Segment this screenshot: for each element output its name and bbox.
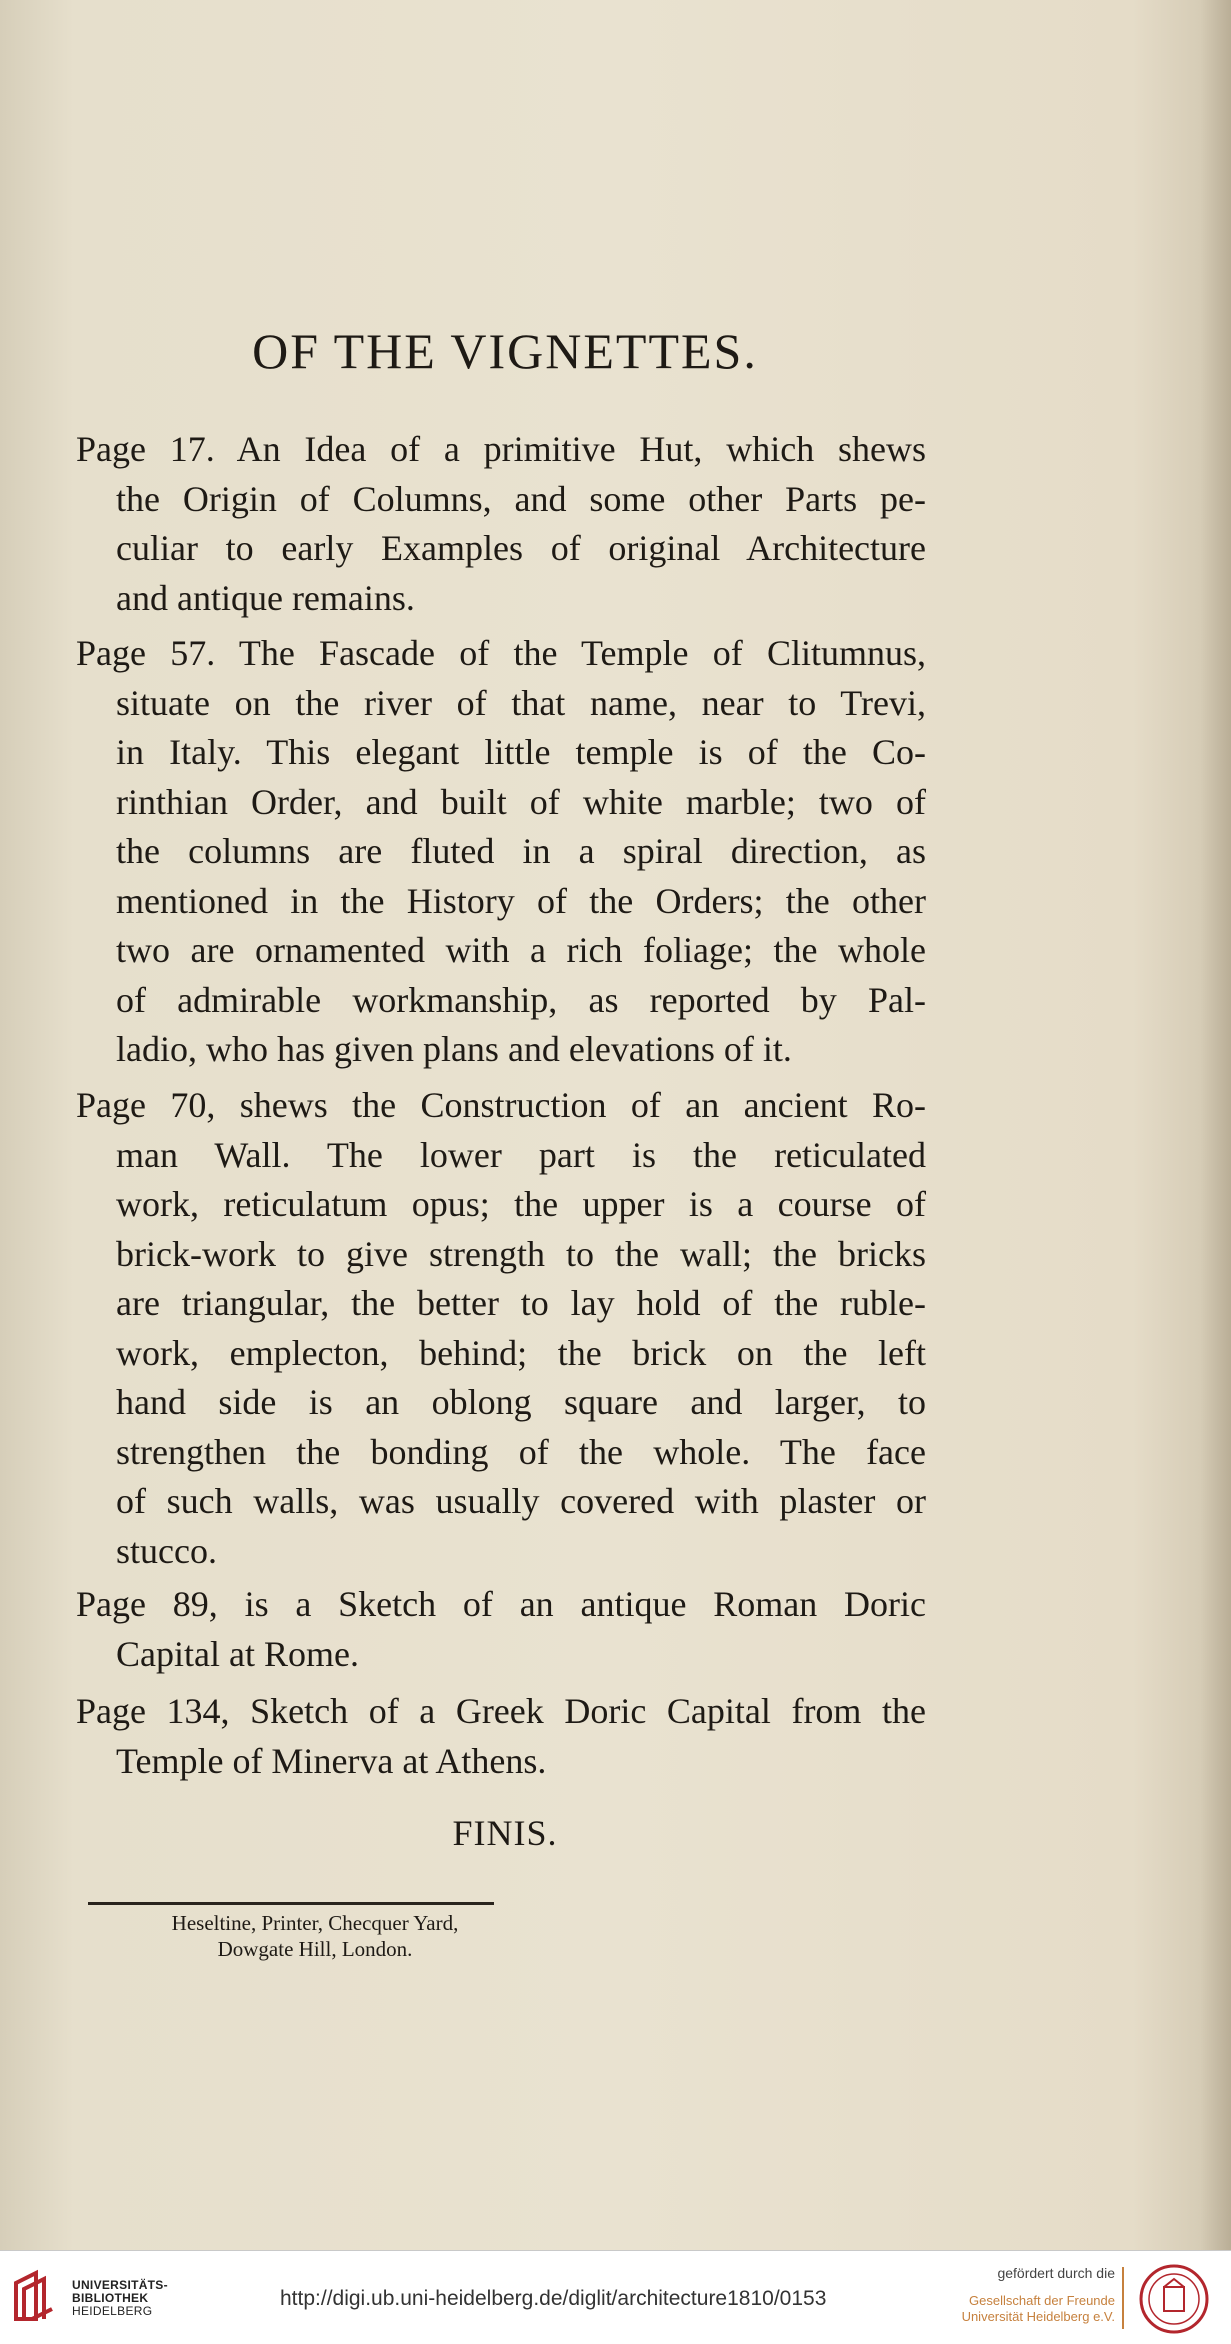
entry-line: Page 57. The Fascade of the Temple of Clitumnus, [76, 633, 926, 673]
sponsor-name: Gesellschaft der Freunde [969, 2293, 1115, 2308]
sponsor-block [925, 2265, 1115, 2325]
entry-line: in Italy. This elegant little temple is of the Co- [116, 732, 926, 772]
entry-line: strengthen the bonding of the whole. The face [116, 1431, 926, 1472]
entry-line: Capital at Rome. [116, 1633, 359, 1674]
library-line: HEIDELBERG [72, 2304, 153, 2318]
vignette-entry-page-17 [76, 425, 926, 623]
entry-line: Page 70, shews the Construction of an ancient Ro- [76, 1085, 926, 1125]
library-line: BIBLIOTHEK [72, 2291, 149, 2305]
entry-line: ladio, who has given plans and elevations of it. [116, 1029, 792, 1069]
printer-rule [88, 1902, 494, 1905]
entry-line: Page 17. An Idea of a primitive Hut, which shews [76, 429, 926, 469]
university-seal-icon [1138, 2263, 1210, 2335]
page-title: OF THE VIGNETTES. [252, 323, 758, 379]
entry-line: hand side is an oblong square and larger, to [116, 1382, 926, 1422]
sponsor-name: Universität Heidelberg e.V. [961, 2309, 1115, 2324]
entry-line: mentioned in the History of the Orders; the other [116, 880, 926, 921]
entry-line: the columns are fluted in a spiral direction, as [116, 831, 926, 871]
sponsor-label: gefördert durch die [997, 2265, 1115, 2281]
entry-line: and antique remains. [116, 577, 415, 618]
library-line: UNIVERSITÄTS- [72, 2278, 168, 2292]
sponsor-divider [1122, 2267, 1124, 2329]
printer-line: Dowgate Hill, London. [217, 1937, 413, 1961]
entry-line: Page 89, is a Sketch of an antique Roman Doric [76, 1584, 926, 1624]
entry-line: the Origin of Columns, and some other Parts pe- [116, 478, 926, 519]
entry-line: man Wall. The lower part is the reticulated [116, 1134, 926, 1175]
vignette-entry-page-70 [76, 1081, 926, 1576]
vignette-entry-page-89 [76, 1580, 926, 1679]
entry-line: brick-work to give strength to the wall; the bricks [116, 1233, 926, 1274]
digitization-footer [0, 2250, 1231, 2344]
entry-line: work, emplecton, behind; the brick on the left [116, 1332, 926, 1373]
entry-line: culiar to early Examples of original Architecture [116, 528, 926, 568]
printer-imprint [130, 1910, 500, 1962]
entry-line: stucco. [116, 1530, 217, 1571]
finis-heading: FINIS. [452, 1813, 558, 1853]
entry-line: of admirable workmanship, as reported by Pal- [116, 979, 926, 1020]
entry-line: rinthian Order, and built of white marble; two of [116, 781, 926, 822]
permalink-url[interactable]: http://digi.ub.uni-heidelberg.de/diglit/architecture1810/0153 [280, 2287, 827, 2310]
entry-line: work, reticulatum opus; the upper is a course of [116, 1184, 926, 1224]
entry-line: Temple of Minerva at Athens. [116, 1740, 547, 1781]
library-name [72, 2279, 168, 2318]
printer-line: Heseltine, Printer, Checquer Yard, [171, 1911, 459, 1935]
entry-line: are triangular, the better to lay hold of the ruble- [116, 1283, 926, 1323]
ub-heidelberg-logo-icon [10, 2269, 62, 2325]
entry-line: two are ornamented with a rich foliage; the whole [116, 930, 926, 970]
vignette-entry-page-57 [76, 629, 926, 1075]
entry-line: Page 134, Sketch of a Greek Doric Capital from the [76, 1691, 926, 1731]
entry-line: situate on the river of that name, near to Trevi, [116, 682, 926, 723]
entry-line: of such walls, was usually covered with plaster or [116, 1481, 926, 1521]
vignette-entry-page-134 [76, 1687, 926, 1786]
